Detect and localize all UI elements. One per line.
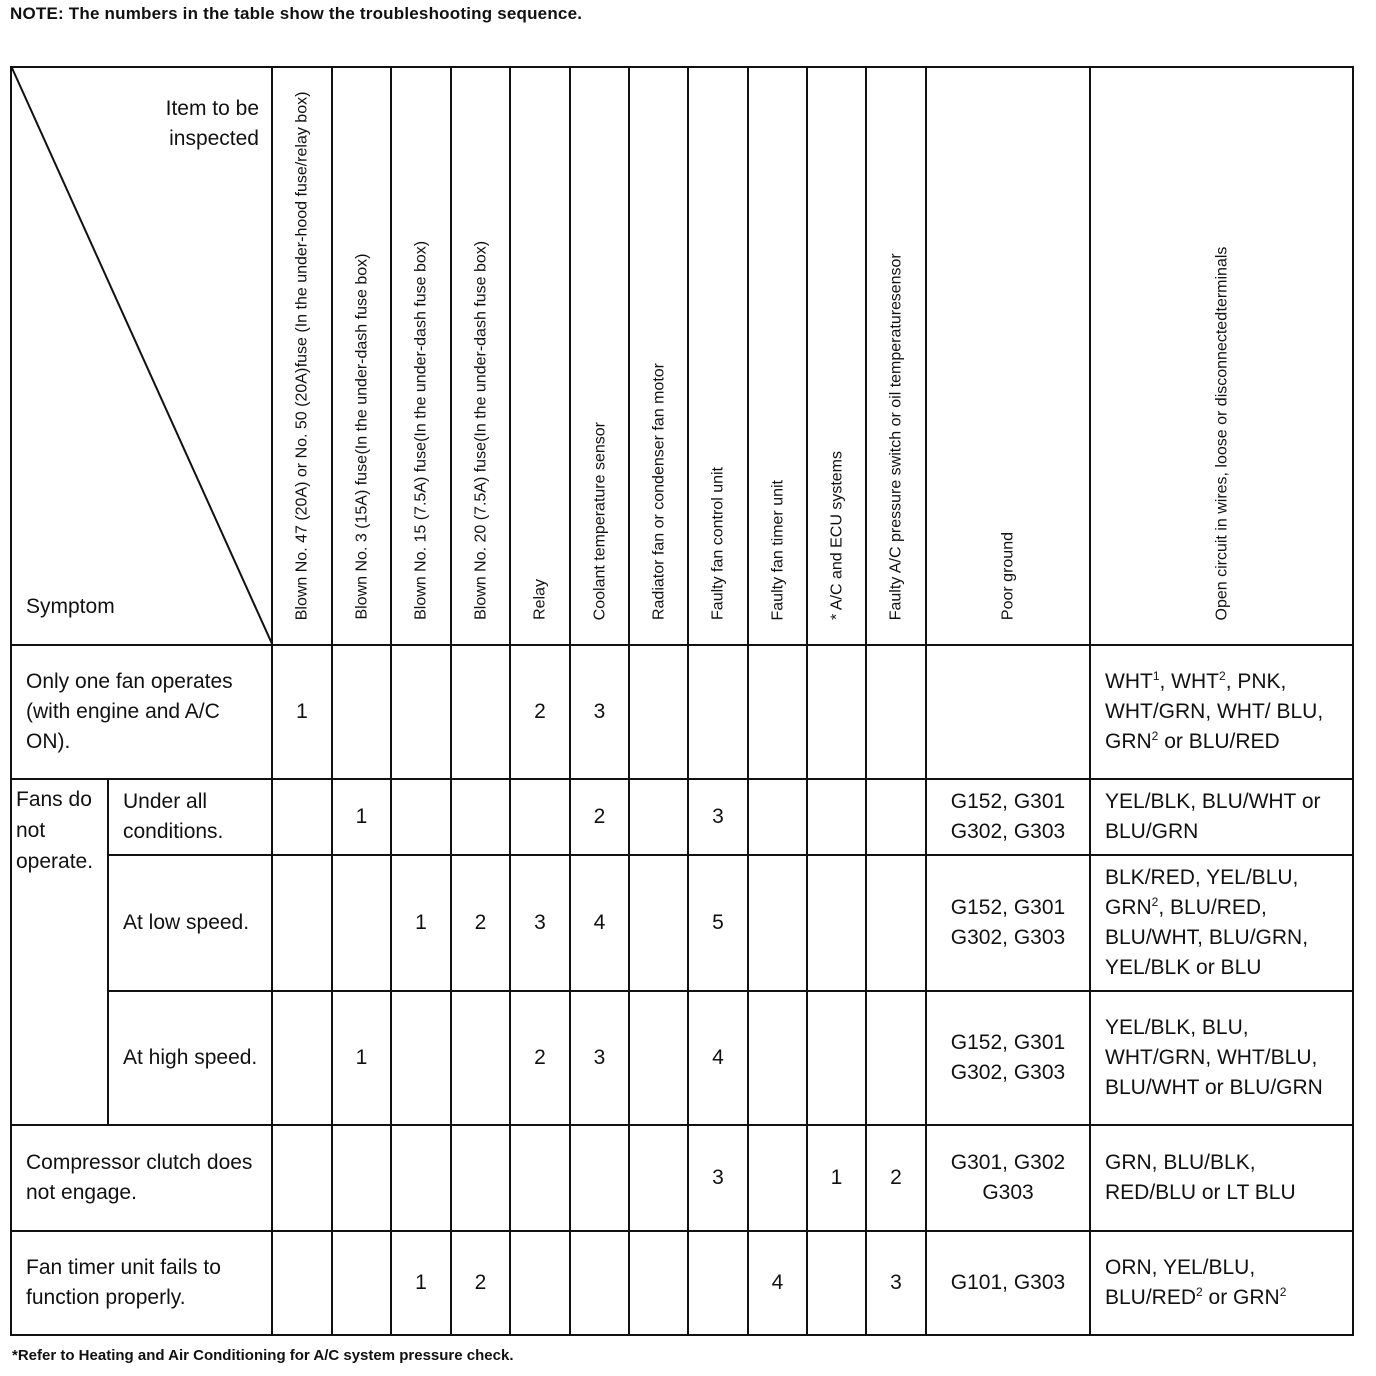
table-row	[11, 779, 1353, 855]
wire-text: GRN, BLU/BLK, RED/BLU or LT BLU	[1105, 1151, 1296, 1204]
wire-text: , BLU/RED, BLU/WHT, BLU/GRN, YEL/BLK or BLU	[1105, 896, 1309, 979]
sequence-cell	[391, 1125, 451, 1231]
sequence-cell	[332, 855, 391, 991]
wire-text: YEL/BLK, BLU/WHT or BLU/GRN	[1105, 790, 1321, 843]
sequence-cell	[510, 1125, 570, 1231]
table-row	[11, 1125, 1353, 1231]
sequence-cell: 4	[688, 991, 748, 1125]
header-ac-ecu: * A/C and ECU systems	[807, 67, 866, 645]
sequence-cell	[629, 779, 688, 855]
sequence-cell	[629, 855, 688, 991]
sequence-cell: 2	[510, 645, 570, 779]
sequence-cell	[391, 991, 451, 1125]
sequence-cell	[391, 645, 451, 779]
sequence-cell: 3	[688, 1125, 748, 1231]
wires-cell	[1090, 1125, 1353, 1231]
wire-text: BLK/RED, YEL/BLU, GRN	[1105, 866, 1299, 919]
sequence-cell	[332, 1231, 391, 1335]
sequence-cell	[629, 1125, 688, 1231]
header-ac-pressure-switch	[866, 67, 926, 645]
wire-text: , WHT	[1159, 670, 1219, 693]
wire-text: , PNK, WHT/GRN, WHT/ BLU, GRN	[1105, 670, 1324, 753]
sequence-cell	[272, 1231, 332, 1335]
sequence-cell	[807, 991, 866, 1125]
fans-do-not-operate-label: Fans do not operate.	[11, 779, 108, 1125]
sequence-cell: 1	[332, 779, 391, 855]
wire-text: WHT	[1105, 670, 1153, 693]
sequence-cell	[272, 991, 332, 1125]
wires-cell	[1090, 1231, 1353, 1335]
sequence-cell: 3	[570, 991, 629, 1125]
sequence-cell: 3	[866, 1231, 926, 1335]
sequence-cell: 1	[391, 855, 451, 991]
item-to-be-text: Item to be	[165, 97, 259, 120]
ground-cell: G301, G302 G303	[926, 1125, 1090, 1231]
header-fan-control-unit: Faulty fan control unit	[688, 67, 748, 645]
wire-note-marker: 1	[1152, 669, 1160, 683]
header-fan-motor: Radiator fan or condenser fan motor	[629, 67, 688, 645]
symptom-cell: At high speed.	[108, 991, 272, 1125]
sequence-cell: 4	[748, 1231, 807, 1335]
header-line: (In the under-dash fuse box)	[412, 241, 430, 443]
header-fuse-15	[391, 67, 451, 645]
header-line: (In the under-dash fuse box)	[472, 241, 489, 443]
sequence-cell: 3	[510, 855, 570, 991]
sequence-cell: 2	[570, 779, 629, 855]
sequence-cell: 1	[391, 1231, 451, 1335]
sequence-cell	[272, 1125, 332, 1231]
header-fuse-20	[451, 67, 510, 645]
symptom-cell: At low speed.	[108, 855, 272, 991]
wire-text: YEL/BLK, BLU, WHT/GRN, WHT/BLU, BLU/WHT or BLU/GRN	[1105, 1016, 1323, 1099]
sequence-cell	[866, 991, 926, 1125]
symptom-header: Symptom	[26, 595, 115, 618]
wires-cell	[1090, 991, 1353, 1125]
sequence-cell: 1	[332, 991, 391, 1125]
symptom-cell: Under all conditions.	[108, 779, 272, 855]
sequence-cell	[748, 991, 807, 1125]
sequence-cell	[866, 645, 926, 779]
header-poor-ground: Poor ground	[926, 67, 1090, 645]
table-row	[11, 855, 1353, 991]
sequence-cell	[510, 1231, 570, 1335]
sequence-cell	[807, 1231, 866, 1335]
wire-note-marker: 2	[1151, 729, 1159, 743]
item-to-be-inspected-label	[99, 94, 259, 154]
sequence-cell: 4	[570, 855, 629, 991]
sequence-cell	[807, 645, 866, 779]
sequence-cell	[451, 1125, 510, 1231]
wire-note-marker: 2	[1151, 895, 1159, 909]
ground-cell: G152, G301 G302, G303	[926, 779, 1090, 855]
wire-text: ORN, YEL/BLU, BLU/RED	[1105, 1256, 1256, 1309]
sequence-cell	[688, 645, 748, 779]
sequence-cell: 2	[451, 1231, 510, 1335]
header-fan-timer-unit: Faulty fan timer unit	[748, 67, 807, 645]
header-line: sensor	[887, 252, 905, 301]
header-line: Blown No. 3 (15A) fuse	[353, 455, 370, 620]
header-line: Blown No. 15 (7.5A) fuse	[412, 442, 430, 620]
sequence-cell: 5	[688, 855, 748, 991]
header-fuse-3	[332, 67, 391, 645]
sequence-cell	[272, 779, 332, 855]
sequence-cell	[451, 645, 510, 779]
sequence-cell	[332, 1125, 391, 1231]
corner-diagonal	[12, 68, 273, 646]
sequence-cell	[629, 1231, 688, 1335]
header-line: fuse (In the under-hood fuse/relay box)	[293, 91, 311, 368]
sequence-cell	[570, 1125, 629, 1231]
ground-cell: G152, G301 G302, G303	[926, 855, 1090, 991]
sequence-cell	[451, 779, 510, 855]
note-text: NOTE: The numbers in the table show the troubleshooting sequence.	[10, 4, 583, 23]
table-row	[11, 991, 1353, 1125]
sequence-cell	[807, 779, 866, 855]
wire-text: or BLU/RED	[1158, 730, 1280, 753]
sequence-cell: 3	[570, 645, 629, 779]
header-fuse-47-50	[272, 67, 332, 645]
sequence-cell: 1	[272, 645, 332, 779]
sequence-cell	[748, 779, 807, 855]
troubleshooting-table	[10, 66, 1354, 1336]
symptom-cell: Compressor clutch does not engage.	[11, 1125, 272, 1231]
inspected-text: inspected	[169, 127, 259, 150]
footnote-text: *Refer to Heating and Air Conditioning for A/C system pressure check.	[12, 1347, 514, 1364]
sequence-cell	[570, 1231, 629, 1335]
sequence-cell	[748, 1125, 807, 1231]
header-row	[11, 67, 1353, 645]
table-row	[11, 645, 1353, 779]
sequence-cell	[866, 779, 926, 855]
corner-cell	[11, 67, 272, 645]
header-coolant-sensor: Coolant temperature sensor	[570, 67, 629, 645]
sequence-cell	[688, 1231, 748, 1335]
table-row	[11, 1231, 1353, 1335]
sequence-cell	[272, 855, 332, 991]
header-line: Blown No. 47 (20A) or No. 50 (20A)	[293, 367, 311, 620]
sequence-cell: 3	[688, 779, 748, 855]
sequence-cell: 2	[866, 1125, 926, 1231]
wire-note-marker: 2	[1196, 1285, 1203, 1299]
sequence-cell	[510, 779, 570, 855]
sequence-cell: 2	[451, 855, 510, 991]
wire-note-marker: 2	[1219, 669, 1226, 683]
ground-cell	[926, 645, 1090, 779]
sequence-cell	[748, 645, 807, 779]
ground-cell: G101, G303	[926, 1231, 1090, 1335]
sequence-cell	[807, 855, 866, 991]
sequence-cell: 1	[807, 1125, 866, 1231]
header-line: terminals	[1213, 246, 1230, 312]
wires-cell	[1090, 855, 1353, 991]
wire-note-marker: 2	[1279, 1285, 1287, 1299]
header-line: Faulty A/C pressure switch or oil temperature	[887, 300, 905, 620]
symptom-cell: Only one fan operates (with engine and A/C ON).	[11, 645, 272, 779]
sequence-cell	[629, 991, 688, 1125]
header-line: Blown No. 20 (7.5A) fuse	[472, 442, 489, 620]
header-open-circuit	[1090, 67, 1353, 645]
header-line: Open circuit in wires, loose or disconnected	[1213, 311, 1230, 620]
sequence-cell	[391, 779, 451, 855]
header-relay: Relay	[510, 67, 570, 645]
wire-text: or GRN	[1202, 1286, 1280, 1309]
wires-cell	[1090, 645, 1353, 779]
header-line: (In the under-dash fuse box)	[353, 254, 370, 456]
sequence-cell	[748, 855, 807, 991]
sequence-cell	[332, 645, 391, 779]
sequence-cell	[866, 855, 926, 991]
sequence-cell: 2	[510, 991, 570, 1125]
ground-cell: G152, G301 G302, G303	[926, 991, 1090, 1125]
sequence-cell	[629, 645, 688, 779]
sequence-cell	[451, 991, 510, 1125]
wires-cell	[1090, 779, 1353, 855]
symptom-cell: Fan timer unit fails to function properly.	[11, 1231, 272, 1335]
